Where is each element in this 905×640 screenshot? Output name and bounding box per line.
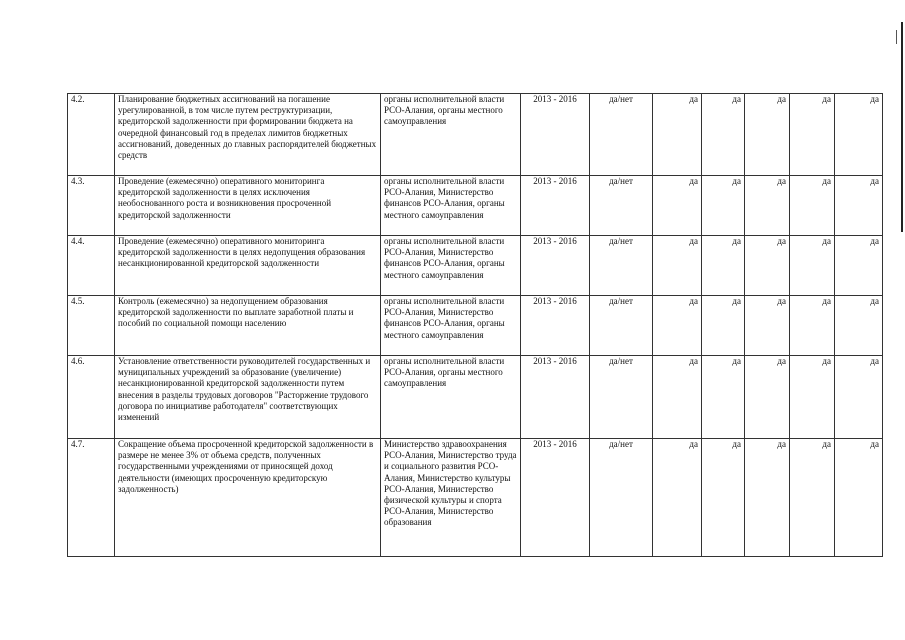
measure-text: Планирование бюджетных ассигнований на погашение урегулированной, в том числе путем реструктуризации, кредиторской задолженности при формировании бюджета на очередной финансовый год в пределах лимитов бюджетных ассигнований, доведенных до главных распорядителей бюджетных средств [115, 94, 381, 176]
row-number: 4.7. [68, 439, 115, 557]
indicator-cell: да/нет [590, 94, 653, 176]
executor-text: органы исполнительной власти РСО-Алания, органы местного самоуправления [381, 94, 521, 176]
year-value: да [745, 356, 790, 439]
executor-text: органы исполнительной власти РСО-Алания, Министерство финансов РСО-Алания, органы местного самоуправления [381, 296, 521, 356]
indicator-cell: да/нет [590, 236, 653, 296]
period-cell: 2013 - 2016 [521, 356, 590, 439]
executor-text: органы исполнительной власти РСО-Алания, Министерство финансов РСО-Алания, органы местного самоуправления [381, 176, 521, 236]
scan-edge-tick [896, 30, 897, 44]
row-number: 4.3. [68, 176, 115, 236]
scan-edge-mark [901, 22, 903, 232]
row-number: 4.5. [68, 296, 115, 356]
measure-text: Проведение (ежемесячно) оперативного мониторинга кредиторской задолженности в целях недопущения образования несанкционированной кредиторской задолженности [115, 236, 381, 296]
executor-text: Министерство здравоохранения РСО-Алания, Министерство труда и социального развития РСО-Алания, Министерство культуры РСО-Алания, Министерство физической культуры и спорта РСО-Алания, Министерство образования [381, 439, 521, 557]
table-row [68, 356, 883, 439]
row-number: 4.4. [68, 236, 115, 296]
year-value: да [745, 236, 790, 296]
measure-text: Контроль (ежемесячно) за недопущением образования кредиторской задолженности по выплате заработной платы и пособий по социальной помощи населению [115, 296, 381, 356]
table-row [68, 236, 883, 296]
year-value: да [653, 94, 702, 176]
measures-table [67, 93, 883, 557]
year-value: да [835, 236, 883, 296]
year-value: да [835, 176, 883, 236]
measure-text: Проведение (ежемесячно) оперативного мониторинга кредиторской задолженности в целях исключения необоснованного роста и возникновения просроченной кредиторской задолженности [115, 176, 381, 236]
year-value: да [835, 439, 883, 557]
table-row [68, 296, 883, 356]
period-cell: 2013 - 2016 [521, 296, 590, 356]
indicator-cell: да/нет [590, 176, 653, 236]
year-value: да [790, 94, 835, 176]
year-value: да [835, 94, 883, 176]
year-value: да [835, 296, 883, 356]
indicator-cell: да/нет [590, 356, 653, 439]
year-value: да [790, 439, 835, 557]
year-value: да [653, 439, 702, 557]
year-value: да [702, 356, 745, 439]
year-value: да [745, 176, 790, 236]
year-value: да [745, 439, 790, 557]
period-cell: 2013 - 2016 [521, 94, 590, 176]
period-cell: 2013 - 2016 [521, 439, 590, 557]
year-value: да [702, 296, 745, 356]
year-value: да [702, 176, 745, 236]
year-value: да [790, 356, 835, 439]
table-row [68, 439, 883, 557]
indicator-cell: да/нет [590, 439, 653, 557]
table-row [68, 176, 883, 236]
year-value: да [790, 176, 835, 236]
year-value: да [653, 356, 702, 439]
row-number: 4.2. [68, 94, 115, 176]
year-value: да [702, 236, 745, 296]
executor-text: органы исполнительной власти РСО-Алания, органы местного самоуправления [381, 356, 521, 439]
year-value: да [702, 94, 745, 176]
year-value: да [745, 296, 790, 356]
indicator-cell: да/нет [590, 296, 653, 356]
year-value: да [653, 176, 702, 236]
measure-text: Сокращение объема просроченной кредиторской задолженности в размере не менее 3% от объема средств, полученных государственными учреждениями от приносящей доход деятельности (имеющих просроченную кредиторскую задолженность) [115, 439, 381, 557]
year-value: да [790, 296, 835, 356]
year-value: да [790, 236, 835, 296]
executor-text: органы исполнительной власти РСО-Алания, Министерство финансов РСО-Алания, органы местного самоуправления [381, 236, 521, 296]
year-value: да [702, 439, 745, 557]
year-value: да [653, 296, 702, 356]
measure-text: Установление ответственности руководителей государственных и муниципальных учреждений за образование (увеличение) несанкционированной кредиторской задолженности путем внесения в разделы трудовых договоров "Расторжение трудового договора по инициативе работодателя" соответствующих изменений [115, 356, 381, 439]
year-value: да [835, 356, 883, 439]
period-cell: 2013 - 2016 [521, 176, 590, 236]
year-value: да [653, 236, 702, 296]
row-number: 4.6. [68, 356, 115, 439]
table-row [68, 94, 883, 176]
period-cell: 2013 - 2016 [521, 236, 590, 296]
year-value: да [745, 94, 790, 176]
